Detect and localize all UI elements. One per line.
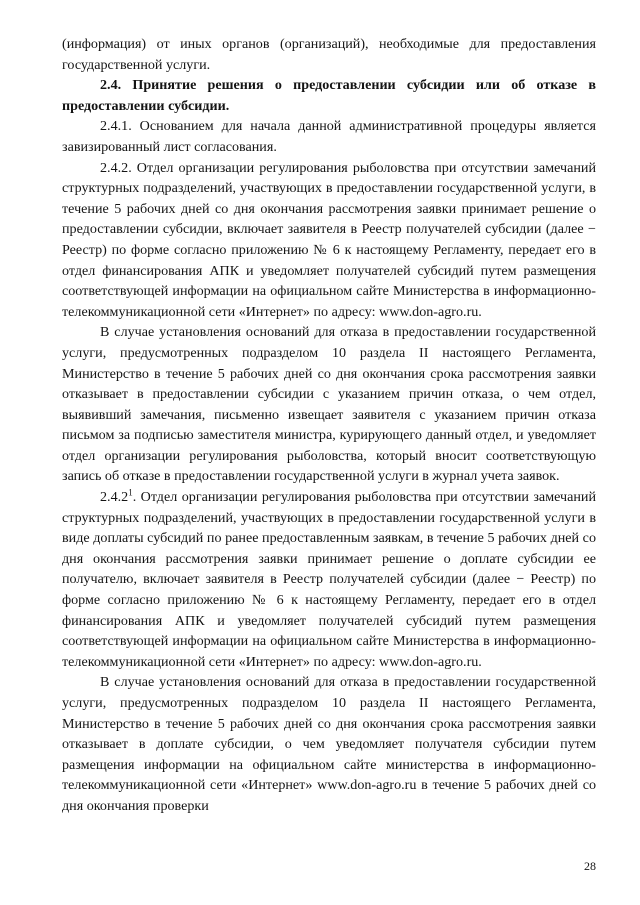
paragraph-2-4-2-1	[62, 487, 596, 672]
paragraph-text: . Отдел организации регулирования рыболовства при отсутствии замечаний структурных подразделений, участвующих в предоставлении государственной услуги в виде доплаты субсидий по ранее предоставленным заявкам, в течение 5 рабочих дней со дня окончания рассмотрения заявки принимает решение о доплате субсидии ее получателю, включает заявителя в Реестр получателей субсидии (далее − Реестр) по форме согласно приложению № 6 к настоящему Регламенту, передает его в отдел финансирования АПК и уведомляет получателей субсидий путем размещения соответствующей информации на официальном сайте Министерства в информационно-телекоммуникационной сети «Интернет» по адресу: www.don-agro.ru.	[62, 489, 596, 670]
paragraph-refusal-1: В случае установления оснований для отказа в предоставлении государственной услуги, предусмотренных подразделом 10 раздела II настоящего Регламента, Министерство в течение 5 рабочих дней со дня окончания срока рассмотрения заявки отказывает в предоставлении субсидии с указанием причин отказа, о чем отдел, выявивший замечания, письменно извещает заявителя с указанием причин отказа письмом за подписью заместителя министра, курирующего данный отдел, и уведомляет отдел организации регулирования рыболовства, который вносит соответствующую запись об отказе в предоставлении государственной услуги в журнал учета заявок.	[62, 324, 596, 485]
paragraph-2-4-1: 2.4.1. Основанием для начала данной административной процедуры является завизированный лист согласования.	[62, 118, 596, 155]
section-heading: 2.4. Принятие решения о предоставлении субсидии или об отказе в предоставлении субсидии.	[62, 77, 596, 114]
page-number: 28	[584, 859, 596, 873]
paragraph-refusal-2: В случае установления оснований для отказа в предоставлении государственной услуги, предусмотренных подразделом 10 раздела II настоящего Регламента, Министерство в течение 5 рабочих дней со дня окончания срока рассмотрения заявки отказывает в доплате субсидии, о чем уведомляет получателя субсидии путем размещения информации на официальном сайте министерства в информационно-телекоммуникационной сети «Интернет» www.don-agro.ru в течение 5 рабочих дней со дня окончания проверки	[62, 674, 596, 814]
paragraph-2-4-2: 2.4.2. Отдел организации регулирования рыболовства при отсутствии замечаний структурных подразделений, участвующих в предоставлении государственной услуги, в течение 5 рабочих дней со дня окончания рассмотрения заявки принимает решение о предоставлении субсидии, включает заявителя в Реестр получателей субсидии (далее − Реестр) по форме согласно приложению № 6 к настоящему Регламенту, передает его в отдел финансирования АПК и уведомляет получателей субсидий путем размещения соответствующей информации на официальном сайте Министерства в информационно-телекоммуникационной сети «Интернет» по адресу: www.don-agro.ru.	[62, 159, 596, 320]
paragraph-continuation: (информация) от иных органов (организаций), необходимые для предоставления государственной услуги.	[62, 36, 596, 73]
paragraph-superscript: 1	[128, 487, 133, 498]
paragraph-number: 2.4.2	[100, 489, 129, 506]
